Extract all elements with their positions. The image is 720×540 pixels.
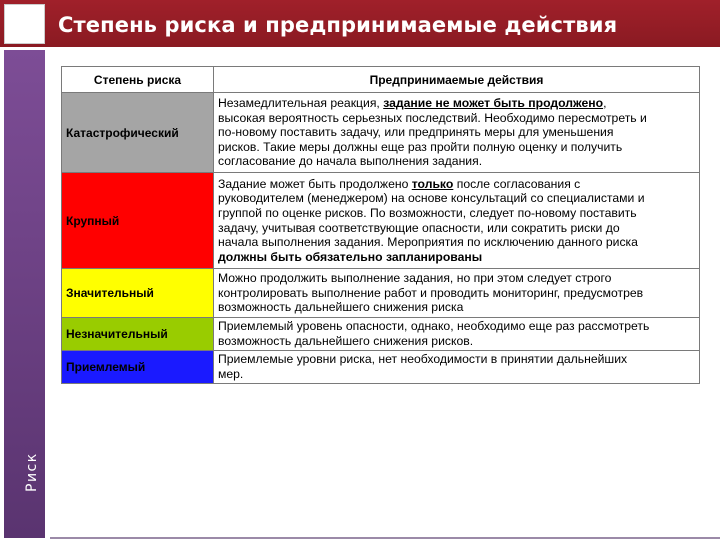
desc-line: Незамедлительная реакция, задание не может быть продолжено, (218, 96, 607, 111)
corner-box (4, 4, 45, 44)
table-row-catastrophic (62, 93, 700, 173)
table-header-row (62, 67, 700, 93)
table-row-minor (62, 318, 700, 351)
header-risk-level: Степень риска (62, 67, 214, 93)
level-significant: Значительный (62, 269, 214, 318)
desc-line: задачу, учитывая соответствующие опасности, или сократить риски до (218, 220, 620, 235)
risk-table (61, 66, 700, 384)
desc-line: возможность дальнейшего снижения риска (218, 300, 464, 315)
desc-major (214, 173, 700, 269)
level-acceptable: Приемлемый (62, 351, 214, 384)
level-catastrophic: Катастрофический (62, 93, 214, 173)
desc-catastrophic (214, 93, 700, 173)
desc-significant (214, 269, 700, 318)
desc-line: возможность дальнейшего снижения рисков. (218, 334, 474, 348)
header-actions: Предпринимаемые действия (214, 67, 700, 93)
level-minor: Незначительный (62, 318, 214, 351)
desc-line: Можно продолжить выполнение задания, но при этом следует строго (218, 271, 612, 286)
desc-line: по-новому поставить задачу, или предпринять меры для уменьшения (218, 125, 614, 140)
desc-minor (214, 318, 700, 351)
table-row-major (62, 173, 700, 269)
desc-line: контролировать выполнение работ и проводить мониторинг, предусмотрев (218, 285, 644, 300)
desc-line: руководителем (менеджером) на основе консультаций со специалистами и (218, 191, 645, 206)
desc-line: рисков. Такие меры должны еще раз пройти полную оценку и получить (218, 139, 623, 154)
desc-line: высокая вероятность серьезных последствий. Необходимо пересмотреть и (218, 110, 647, 125)
desc-acceptable (214, 351, 700, 384)
desc-line: Задание может быть продолжено только после согласования с (218, 176, 581, 191)
desc-line: Приемлемый уровень опасности, однако, необходимо еще раз рассмотреть (218, 319, 650, 334)
desc-line: начала выполнения задания. Мероприятия по исключению данного риска (218, 235, 638, 250)
bottom-divider (50, 537, 720, 539)
emphasis-text: задание не может быть продолжено (383, 96, 604, 111)
table-row-significant (62, 269, 700, 318)
desc-line: Приемлемые уровни риска, нет необходимости в принятии дальнейших (218, 352, 628, 367)
side-label: Риск (24, 452, 40, 492)
desc-line: согласование до начала выполнения задания. (218, 154, 483, 169)
level-major: Крупный (62, 173, 214, 269)
slide-title: Степень риска и предпринимаемые действия (58, 13, 618, 37)
desc-line-bold: должны быть обязательно запланированы (218, 249, 483, 264)
desc-line: группой по оценке рисков. По возможности, следует по-новому поставить (218, 205, 637, 220)
desc-line: мер. (218, 367, 244, 381)
table-row-acceptable (62, 351, 700, 384)
emphasis-text: только (411, 176, 454, 191)
